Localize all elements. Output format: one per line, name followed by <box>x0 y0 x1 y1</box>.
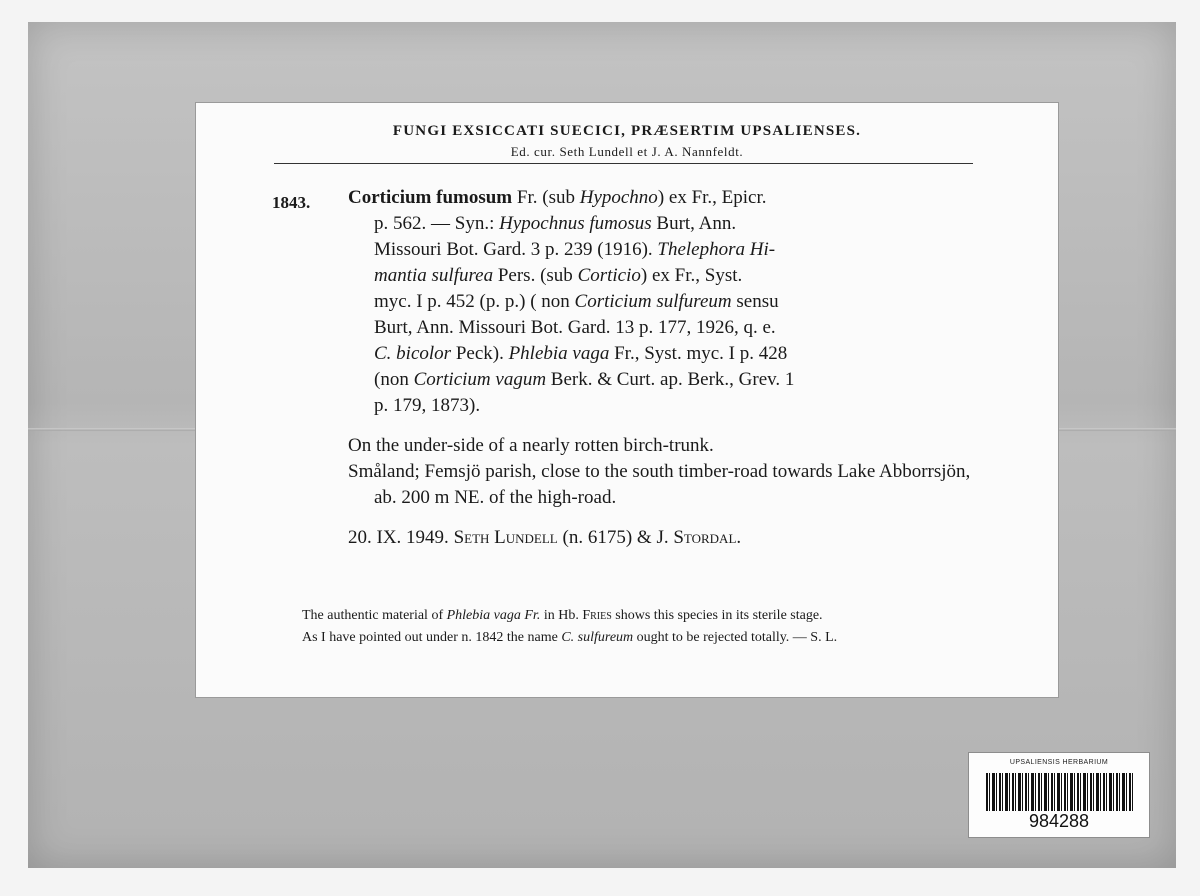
specimen-label <box>196 103 1058 697</box>
barcode-label <box>968 752 1150 838</box>
barcode-number: 984288 <box>1028 811 1090 831</box>
entry-line-3: Missouri Bot. Gard. 3 p. 239 (1916). Thelephora Hi- <box>374 239 776 260</box>
entry-line-9: p. 179, 1873). <box>374 395 481 416</box>
collection-date: 20. IX. 1949. <box>348 527 454 548</box>
header-rule <box>274 163 973 164</box>
label-notes <box>274 605 980 649</box>
collection-line <box>348 525 980 551</box>
habitat: On the under-side of a nearly rotten birch-trunk. <box>348 435 714 456</box>
entry-line-1: Corticium fumosum Fr. (sub Hypochno) ex Fr., Epicr. <box>348 187 767 208</box>
series-editors: Ed. cur. Seth Lundell et J. A. Nannfeldt. <box>510 144 744 159</box>
entry-line-4: mantia sulfurea Pers. (sub Corticio) ex Fr., Syst. <box>374 265 743 286</box>
exsiccata-number: 1843. <box>272 193 311 212</box>
barcode-bars <box>986 773 1134 811</box>
collection-number: (n. 6175) & <box>557 527 657 548</box>
entry-line-5: myc. I p. 452 (p. p.) ( non Corticium sulfureum sensu <box>374 291 779 312</box>
entry-line-8: (non Corticium vagum Berk. & Curt. ap. Berk., Grev. 1 <box>374 369 795 390</box>
entry-line-6: Burt, Ann. Missouri Bot. Gard. 13 p. 177, 1926, q. e. <box>374 317 776 338</box>
collector-1: Seth Lundell <box>453 527 558 548</box>
taxonomic-entry <box>348 185 980 551</box>
series-title: FUNGI EXSICCATI SUECICI, PRÆSERTIM UPSALIENSES. <box>392 123 862 139</box>
barcode-caption: UPSALIENSIS HERBARIUM <box>1009 759 1109 766</box>
locality: Småland; Femsjö parish, close to the south timber-road towards Lake Abborrsjön, ab. 200 m NE. of the high-road. <box>348 461 971 508</box>
entry-line-2: p. 562. — Syn.: Hypochnus fumosus Burt, Ann. <box>374 213 737 234</box>
note-2: As I have pointed out under n. 1842 the name C. sulfureum ought to be rejected totally. — S. L. <box>302 630 838 645</box>
entry-line-7: C. bicolor Peck). Phlebia vaga Fr., Syst. myc. I p. 428 <box>374 343 788 364</box>
note-1: The authentic material of Phlebia vaga Fr. in Hb. Fries shows this species in its sterile stage. <box>302 608 823 623</box>
species-name: Corticium fumosum <box>348 187 513 208</box>
collector-2: J. Stordal. <box>656 527 742 548</box>
